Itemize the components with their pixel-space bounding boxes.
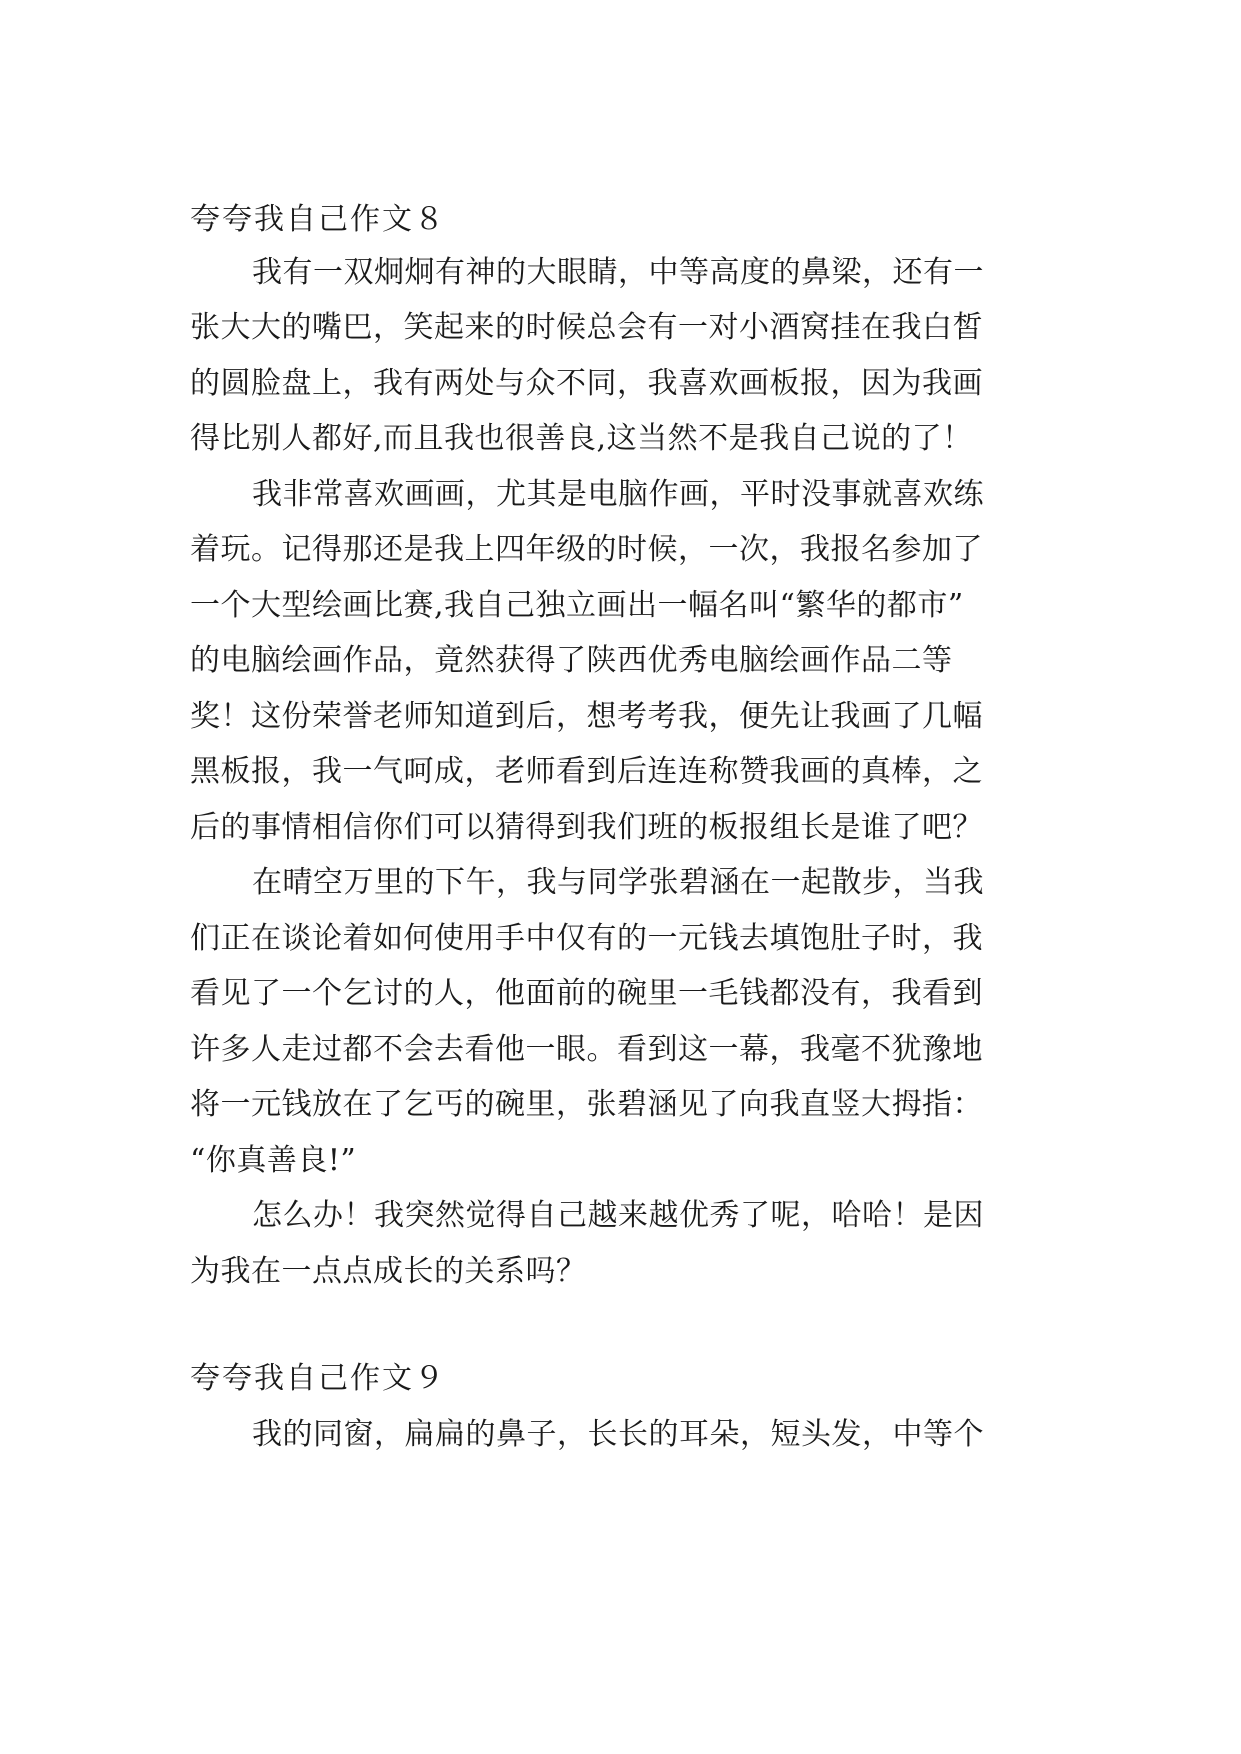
paragraph-line: 的圆脸盘上，我有两处与众不同，我喜欢画板报，因为我画 xyxy=(190,366,983,401)
section-title: 夸夸我自己作文８ xyxy=(190,202,446,237)
paragraph-line: 张大大的嘴巴，笑起来的时候总会有一对小酒窝挂在我白皙 xyxy=(190,310,983,345)
paragraph-line: 奖！这份荣誉老师知道到后，想考考我，便先让我画了几幅 xyxy=(190,699,983,734)
paragraph-line: 许多人走过都不会去看他一眼。看到这一幕，我毫不犹豫地 xyxy=(190,1032,983,1067)
paragraph-line: 怎么办！我突然觉得自己越来越优秀了呢，哈哈！是因 xyxy=(252,1198,984,1233)
paragraph-line: 看见了一个乞讨的人，他面前的碗里一毛钱都没有，我看到 xyxy=(190,976,983,1011)
paragraph-line: 一个大型绘画比赛,我自己独立画出一幅名叫“繁华的都市” xyxy=(190,588,964,623)
paragraph-line: 的电脑绘画作品，竟然获得了陕西优秀电脑绘画作品二等 xyxy=(190,643,953,678)
paragraph-line: 为我在一点点成长的关系吗？ xyxy=(190,1254,587,1289)
paragraph-line: 我的同窗，扁扁的鼻子，长长的耳朵，短头发，中等个 xyxy=(252,1417,984,1452)
paragraph-line: 们正在谈论着如何使用手中仅有的一元钱去填饱肚子时，我 xyxy=(190,921,983,956)
paragraph-line: 我非常喜欢画画，尤其是电脑作画，平时没事就喜欢练 xyxy=(252,477,984,512)
paragraph-line: 将一元钱放在了乞丐的碗里，张碧涵见了向我直竖大拇指： xyxy=(190,1087,983,1122)
paragraph-line: 得比别人都好,而且我也很善良,这当然不是我自己说的了！ xyxy=(190,421,973,456)
paragraph-line: “你真善良!” xyxy=(190,1143,357,1178)
paragraph-line: 我有一双炯炯有神的大眼睛，中等高度的鼻梁，还有一 xyxy=(252,255,984,290)
paragraph-line: 后的事情相信你们可以猜得到我们班的板报组长是谁了吧？ xyxy=(190,810,983,845)
paragraph-line: 黑板报，我一气呵成，老师看到后连连称赞我画的真棒，之 xyxy=(190,754,983,789)
section-title: 夸夸我自己作文９ xyxy=(190,1361,446,1396)
paragraph-line: 着玩。记得那还是我上四年级的时候，一次，我报名参加了 xyxy=(190,532,983,567)
paragraph-line: 在晴空万里的下午，我与同学张碧涵在一起散步，当我 xyxy=(252,865,984,900)
